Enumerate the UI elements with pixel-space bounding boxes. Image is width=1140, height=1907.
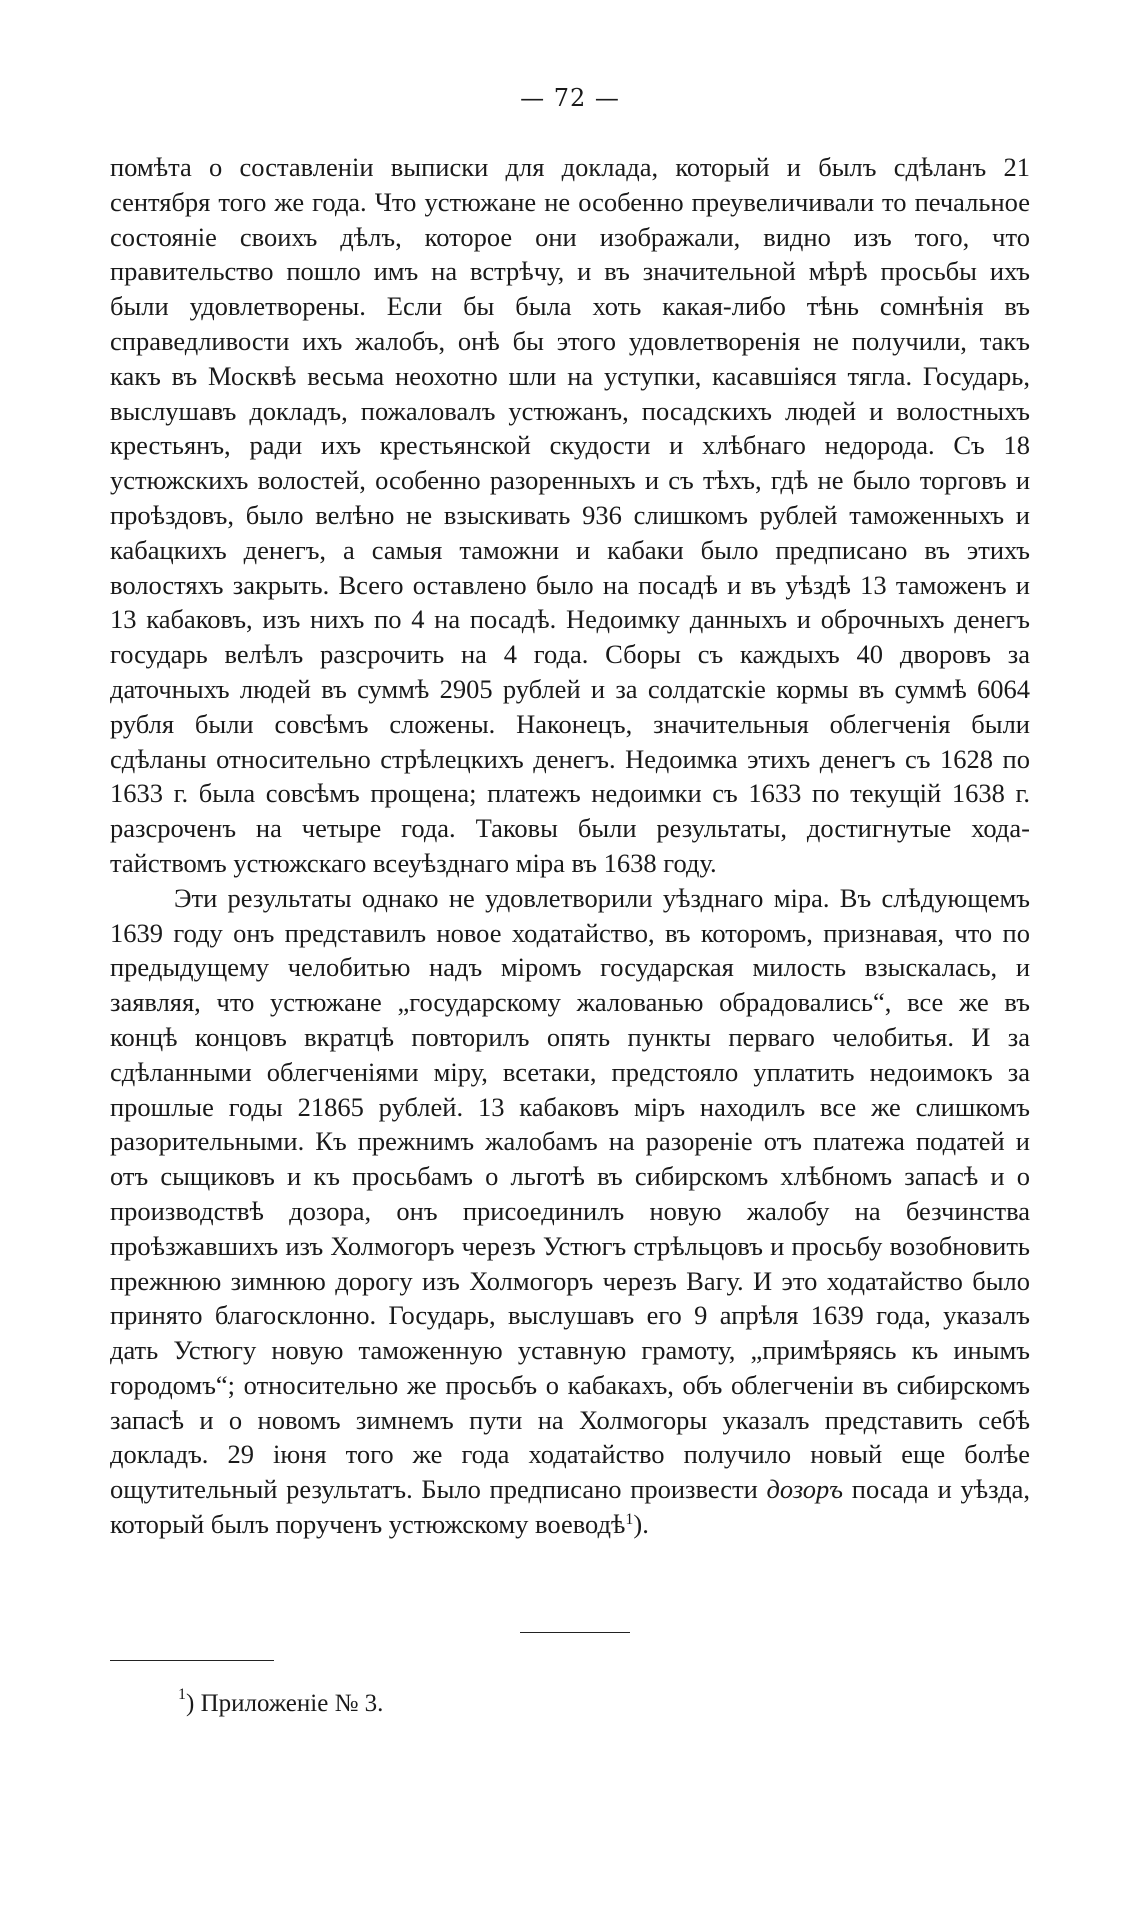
paragraph-2-text-continued: посада и уѣзда, который былъ порученъ устюжскому воеводѣ — [110, 1474, 1030, 1540]
paragraph-2-end: ). — [633, 1509, 649, 1540]
footnote-reference[interactable]: 1 — [625, 1511, 634, 1529]
paragraph-2-text: Эти результаты однако не удовлетворили уѣзднаго міра. Въ слѣдующемъ 1639 году онъ представилъ новое ходатайство, въ которомъ, признавая, что по предыдущему челобитью надъ міромъ государская милость взыскалась, и заявляя, что устюжане „государскому жалованью обрадовались“, все же въ концѣ концовъ вкратцѣ повторилъ опять пункты перваго челобитья. И за сдѣланными облегченіями міру, всетаки, предстояло уплатить недоимокъ за прошлые годы 21865 рублей. 13 кабаковъ міръ находилъ все же слишкомъ разорительными. Къ прежнимъ жалобамъ на разореніе отъ платежа податей и отъ сыщиковъ и къ просьбамъ о льготѣ въ сибирскомъ хлѣбномъ запасѣ и о производствѣ дозора, онъ присоединилъ новую жалобу на безчинства проѣзжавшихъ изъ Холмогоръ черезъ Устюгъ стрѣльцовъ и просьбу возобновить прежнюю зимнюю дорогу изъ Холмогоръ черезъ Вагу. И это ходатайство было принято благосклонно. Государь, выслушавъ его 9 апрѣля 1639 года, указалъ дать Устюгу новую таможенную уставную грамоту, „примѣряясь къ инымъ городомъ“; относительно же просьбъ о кабакахъ, объ облегченіи въ сибирскомъ запасѣ и о новомъ зимнемъ пути на Холмогоры указалъ представить себѣ докладъ. 29 іюня того же года ходатайство получило новый еще болѣе ощутительный результатъ. Было предписано произвести — [110, 882, 1030, 1505]
paragraph-1: помѣта о составленіи выписки для доклада, который и былъ сдѣланъ 21 сентября того же года. Что устюжане не особенно преувеличивали то печальное состояніе своихъ дѣлъ, которое они изображали, видно изъ того, что правительство пошло имъ на встрѣчу, и въ значительной мѣрѣ просьбы ихъ были удовлетворены. Если бы была хоть какая-либо тѣнь сомнѣнія въ справедливости ихъ жалобъ, онѣ бы этого удовлетворенія не получили, такъ какъ въ Москвѣ весьма неохотно шли на уступки, касавшіяся тягла. Государь, выслушавъ докладъ, пожаловалъ устюжанъ, посадскихъ людей и волостныхъ крестьянъ, ради ихъ крестьянской скудости и хлѣбнаго недорода. Съ 18 устюжскихъ волостей, особенно разоренныхъ и съ тѣхъ, гдѣ не было торговъ и проѣздовъ, было велѣно не взыскивать 936 слишкомъ рублей таможенныхъ и кабацкихъ денегъ, а самыя таможни и кабаки было предписано въ этихъ волостяхъ закрыть. Всего оставлено было на посадѣ и въ уѣздѣ 13 таможенъ и 13 кабаковъ, изъ нихъ по 4 на посадѣ. Недоимку данныхъ и оброчныхъ денегъ государь велѣлъ разсрочить на 4 года. Сборы съ каждыхъ 40 дворовъ за даточныхъ людей въ суммѣ 2905 рублей и за солдатскіе кормы въ суммѣ 6064 рубля были совсѣмъ сложены. Наконецъ, значительныя облегченія были сдѣланы относительно стрѣлецкихъ денегъ. Недоимка этихъ денегъ съ 1628 по 1633 г. была совсѣмъ прощена; платежъ недоимки съ 1633 по текущій 1638 г. разсроченъ на четыре года. Таковы были результаты, достигнутые ходатайствомъ устюжскаго всеуѣзднаго міра въ 1638 году. — [110, 152, 1030, 878]
footnote — [178, 1686, 384, 1718]
section-divider — [520, 1632, 630, 1633]
body-text — [110, 150, 1030, 1542]
footnote-marker: 1 — [178, 1686, 186, 1703]
paragraph-2 — [110, 881, 1030, 1542]
footnote-divider — [110, 1660, 274, 1661]
page-number: — 72 — — [520, 84, 620, 112]
footnote-text: ) Приложеніе № 3. — [186, 1690, 384, 1717]
emphasized-term: дозоръ — [766, 1474, 844, 1505]
